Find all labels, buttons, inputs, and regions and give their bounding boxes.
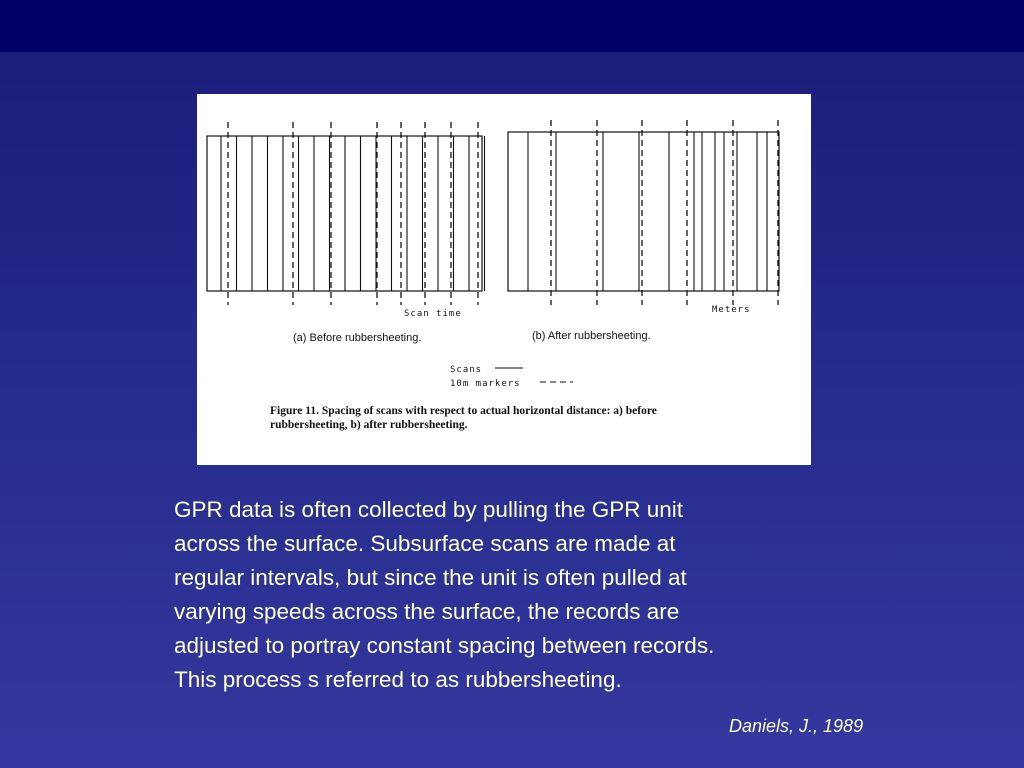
body-line: GPR data is often collected by pulling the GPR unit bbox=[174, 497, 684, 522]
citation: Daniels, J., 1989 bbox=[729, 716, 864, 736]
body-line: across the surface. Subsurface scans are made at bbox=[174, 531, 676, 556]
scan-spacing-figure bbox=[197, 94, 811, 465]
title-bar bbox=[0, 0, 1024, 52]
caption-a: (a) Before rubbersheeting. bbox=[293, 332, 422, 344]
figure-caption-line2: rubbersheeting, b) after rubbersheeting. bbox=[270, 419, 468, 431]
legend-scans-label: Scans bbox=[450, 365, 483, 375]
body-line: adjusted to portray constant spacing between records. bbox=[174, 633, 715, 658]
scan-time-label: Scan time bbox=[404, 309, 462, 319]
panel-b-markers bbox=[551, 120, 778, 305]
legend-markers-label: 10m markers bbox=[450, 379, 521, 389]
body-line: regular intervals, but since the unit is often pulled at bbox=[174, 565, 687, 590]
meters-label: Meters bbox=[712, 305, 751, 315]
caption-b: (b) After rubbersheeting. bbox=[532, 330, 651, 342]
panel-b-scans bbox=[528, 132, 767, 291]
panel-a-markers bbox=[228, 122, 478, 305]
panel-a-scans bbox=[221, 136, 485, 291]
panel-b-box bbox=[508, 132, 779, 291]
body-line: varying speeds across the surface, the records are bbox=[174, 599, 680, 624]
figure-caption-line1: Figure 11. Spacing of scans with respect to actual horizontal distance: a) before bbox=[270, 405, 657, 417]
body-paragraph bbox=[174, 493, 874, 697]
figure-image bbox=[197, 94, 811, 465]
body-line: This process s referred to as rubbersheeting. bbox=[174, 667, 622, 692]
